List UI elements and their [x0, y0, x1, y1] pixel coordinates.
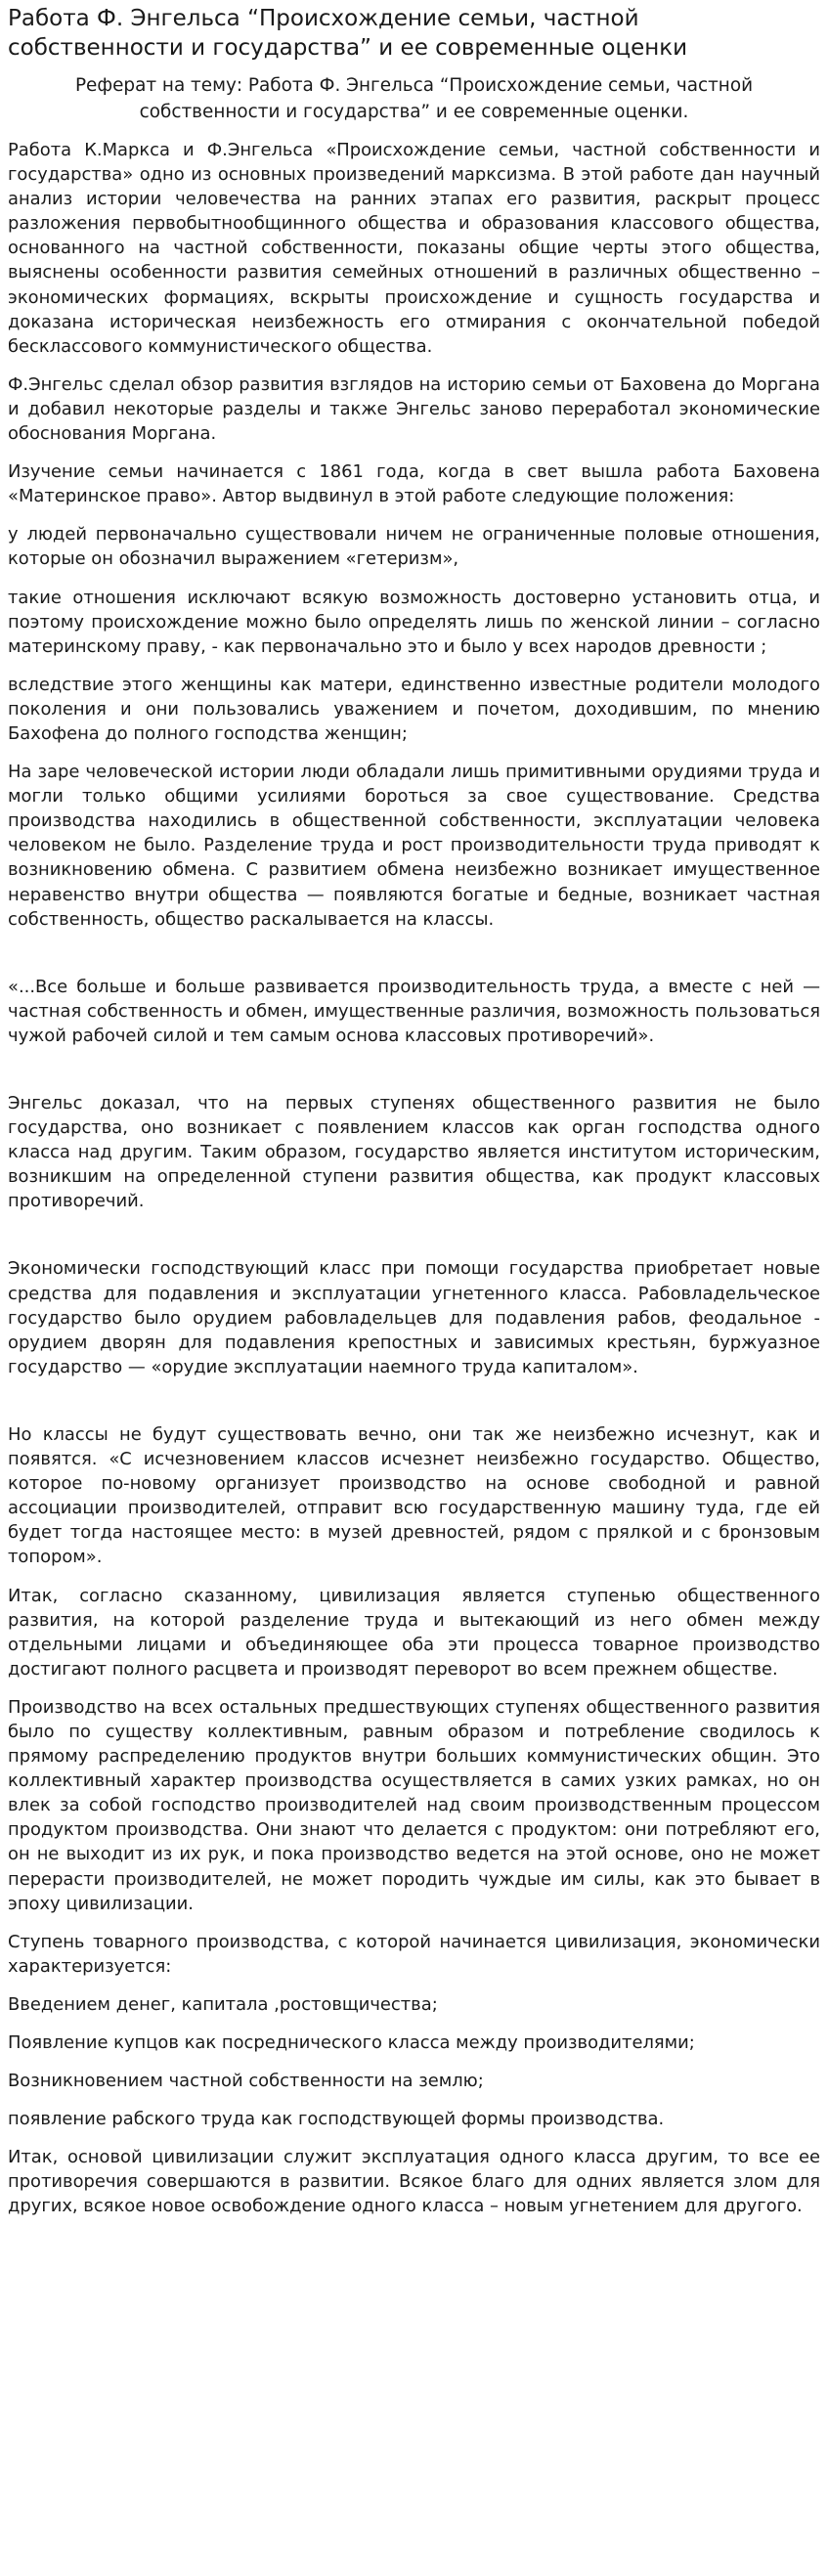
paragraph-maternal-law: такие отношения исключают всякую возможность достоверно установить отца, и поэтому происхождение можно было определять лишь по женской линии – согласно материнскому праву, - как первоначально это и было у всех народов древности ;: [8, 587, 820, 657]
paragraph-dawn-of-history: На заре человеческой истории люди обладали лишь примитивными орудиями труда и могли только общими усилиями бороться за свое существование. Средства производства находились в общественной собственности, эксплуатации человека человеком не было. Разделение труда и рост производительности труда приводят к возникновению обмена. С развитием обмена неизбежно возникает имущественное неравенство внутри общества — появляются богатые и бедные, возникает частная собственность, общество раскалывается на классы.: [8, 762, 820, 930]
paragraph-list-slavery: появление рабского труда как господствующей формы производства.: [8, 2109, 665, 2130]
paragraph-classes-disappear: Но классы не будут существовать вечно, они так же неизбежно исчезнут, как и появятся. «С исчезновением классов исчезнет неизбежно государство. Общество, которое по-новому организует производство на основе свободной и равной ассоциации производителей, отправит всю государственную машину туда, где ей будет тогда настоящее место: в музей древностей, рядом с прялкой и с бронзовым топором».: [8, 1423, 820, 1568]
paragraph-bachofen: Изучение семьи начинается с 1861 года, когда в свет вышла работа Баховена «Материнское право». Автор выдвинул в этой работе следующие положения:: [8, 461, 820, 507]
paragraph-conclusion: Итак, основой цивилизации служит эксплуатация одного класса другим, то все ее противоречия совершаются в развитии. Всякое благо для одних является злом для других, всякое новое освобождение одного класса – новым угнетением для другого.: [8, 2147, 820, 2217]
paragraph-list-land: Возникновением частной собственности на землю;: [8, 2071, 484, 2092]
paragraph-civilization-stage: Итак, согласно сказанному, цивилизация является ступенью общественного развития, на которой разделение труда и вытекающий из него обмен между отдельными лицами и объединяющее оба эти процесса товарное производство достигают полного расцвета и производят переворот во всем прежнем обществе.: [8, 1585, 820, 1680]
paragraph-heterism: у людей первоначально существовали ничем не ограниченные половые отношения, которые он обозначил выражением «гетеризм»,: [8, 524, 820, 570]
page-subtitle: Реферат на тему: Работа Ф. Энгельса “Происхождение семьи, частной собственности и государства” и ее современные оценки.: [74, 75, 754, 122]
paragraph-engels-overview: Ф.Энгельс сделал обзор развития взглядов на историю семьи от Баховена до Моргана и добавил некоторые разделы и также Энгельс заново переработал экономические обоснования Моргана.: [8, 373, 820, 445]
page-title: Работа Ф. Энгельса “Происхождение семьи, частной собственности и государства” и ее современные оценки: [8, 6, 688, 61]
paragraph-women-respect: вследствие этого женщины как матери, единственно известные родители молодого поколения и они пользовались уважением и почетом, доходившим, по мнению Бахофена до полного господства женщин;: [8, 674, 820, 744]
paragraph-quote-productivity: «...Все больше и больше развивается производительность труда, а вместе с ней — частная собственность и обмен, имущественные различия, возможность пользоваться чужой рабочей силой и тем самым основа классовых противоречий».: [8, 976, 820, 1046]
paragraph-commodity-production: Ступень товарного производства, с которой начинается цивилизация, экономически характеризуется:: [8, 1931, 820, 1977]
paragraph-list-money: Введением денег, капитала ,ростовщичества;: [8, 1993, 438, 2015]
paragraph-intro: Работа К.Маркса и Ф.Энгельса «Происхождение семьи, частной собственности и государства» одно из основных произведений марксизма. В этой работе дан научный анализ истории человечества на ранних этапах его развития, раскрыт процесс разложения первобытнообщинного общества и образования классового общества, основанного на частной собственности, показаны общие черты этого общества, выяснены особенности развития семейных отношений в различных общественно – экономических формациях, вскрыты происхождение и сущность государства и доказана историческая неизбежность его отмирания с окончательной победой бесклассового коммунистического общества.: [8, 140, 820, 357]
paragraph-collective-production: Производство на всех остальных предшествующих ступенях общественного развития было по существу коллективным, равным образом и потребление сводилось к прямому распределению продуктов внутри больших коммунистических общин. Это коллективный характер производства осуществляется в самих узких рамках, но он влек за собой господство производителей над своим производственным процессом продуктом производства. Они знают что делается с продуктом: они потребляют его, он не выходит из их рук, и пока производство ведется на этой основе, оно не может перерасти производителей, не может породить чуждые им силы, как это бывает в эпоху цивилизации.: [8, 1696, 820, 1914]
paragraph-dominant-class: Экономически господствующий класс при помощи государства приобретает новые средства для подавления и эксплуатации угнетенного класса. Рабовладельческое государство было орудием рабовладельцев для подавления рабов, феодальное - орудием дворян для подавления крепостных и зависимых крестьян, буржуазное государство — «орудие эксплуатации наемного труда капиталом».: [8, 1258, 820, 1377]
paragraph-state-origin: Энгельс доказал, что на первых ступенях общественного развития не было государства, оно возникает с появлением классов как орган господства одного класса над другим. Таким образом, государство является институтом историческим, возникшим на определенной ступени развития общества, как продукт классовых противоречий.: [8, 1093, 820, 1212]
paragraph-list-merchants: Появление купцов как посреднического класса между производителями;: [8, 2032, 695, 2053]
